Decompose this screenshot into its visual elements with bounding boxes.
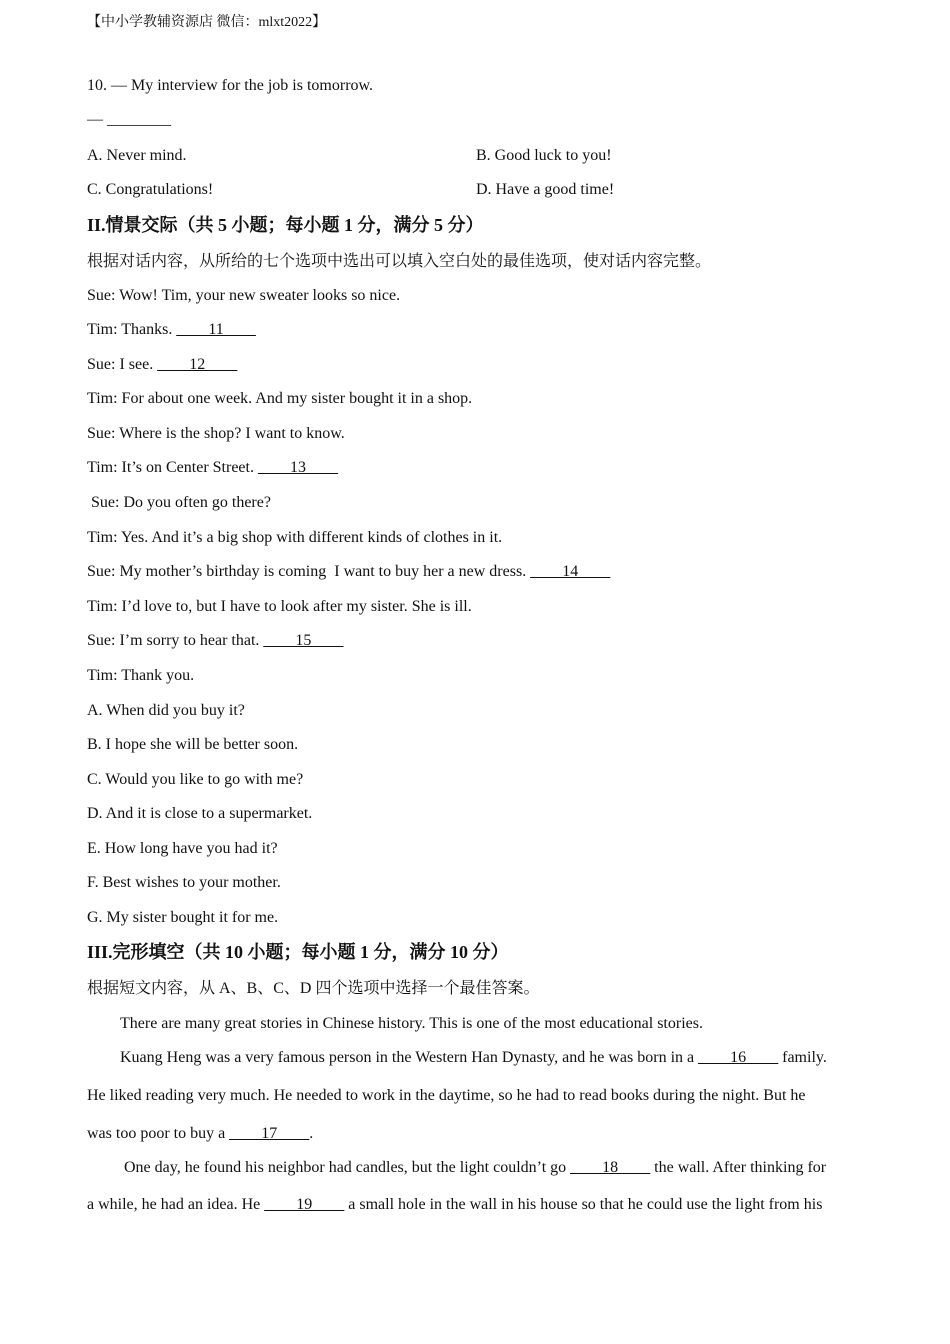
dialog-line: Tim: I’d love to, but I have to look after my sister. She is ill. [87, 598, 472, 615]
blank-19: ____19____ [264, 1196, 345, 1213]
passage-paragraph-1: There are many great stories in Chinese history. This is one of the most educational stories. [120, 1015, 703, 1032]
dialog-line: Sue: Where is the shop? I want to know. [87, 425, 345, 442]
q10-option-c: C. Congratulations! [87, 181, 214, 198]
q10-stem: 10. — My interview for the job is tomorrow. [87, 77, 374, 94]
passage-paragraph-3-line-2: a while, he had an idea. He ____19____ a small hole in the wall in his house so that he could use the light from his [87, 1196, 823, 1213]
dialog-line: Tim: Yes. And it’s a big shop with different kinds of clothes in it. [87, 529, 503, 546]
option-d: D. And it is close to a supermarket. [87, 805, 313, 822]
dialog-line: Tim: Thank you. [87, 667, 195, 684]
passage-paragraph-2-line-1: Kuang Heng was a very famous person in the Western Han Dynasty, and he was born in a ____16____ family. [120, 1049, 827, 1066]
q10-option-a: A. Never mind. [87, 147, 187, 164]
passage-paragraph-3-line-1: One day, he found his neighbor had candles, but the light couldn’t go ____18____ the wall. After thinking for [120, 1159, 827, 1176]
option-b: B. I hope she will be better soon. [87, 736, 299, 753]
blank-17: ____17____ [229, 1125, 310, 1142]
dialog-line: Sue: I see. ____12____ [87, 356, 238, 373]
dialog-line: Tim: Thanks. ____11____ [87, 321, 256, 338]
dialog-line: Tim: For about one week. And my sister bought it in a shop. [87, 390, 473, 407]
section-3-title: III.完形填空（共 10 小题；每小题 1 分，满分 10 分） [87, 942, 509, 962]
q10-reply: — ________ [87, 111, 171, 128]
option-g: G. My sister bought it for me. [87, 909, 279, 926]
dialog-line: Sue: Do you often go there? [87, 494, 271, 511]
blank-18: ____18____ [570, 1159, 651, 1176]
q10-option-b: B. Good luck to you! [476, 147, 612, 164]
section-2-title: II.情景交际（共 5 小题；每小题 1 分，满分 5 分） [87, 215, 484, 235]
dialog-line: Sue: I’m sorry to hear that. ____15____ [87, 632, 344, 649]
option-f: F. Best wishes to your mother. [87, 874, 281, 891]
blank-11: ____11____ [176, 321, 256, 338]
passage-paragraph-2-line-2: He liked reading very much. He needed to work in the daytime, so he had to read books during the night. But he [87, 1087, 806, 1104]
section-3-instruction: 根据短文内容，从 A、B、C、D 四个选项中选择一个最佳答案。 [87, 980, 540, 997]
q10-option-d: D. Have a good time! [476, 181, 615, 198]
dialog-line: Sue: My mother’s birthday is coming I want to buy her a new dress. ____14____ [87, 563, 611, 580]
blank-15: ____15____ [263, 632, 344, 649]
blank-14: ____14____ [530, 563, 611, 580]
dialog-line: Tim: It’s on Center Street. ____13____ [87, 459, 338, 476]
blank-13: ____13____ [257, 459, 338, 476]
option-a: A. When did you buy it? [87, 702, 245, 719]
blank-12: ____12____ [157, 356, 238, 373]
watermark-header: 【中小学教辅资源店 微信：mlxt2022】 [87, 15, 327, 30]
section-2-instruction: 根据对话内容，从所给的七个选项中选出可以填入空白处的最佳选项，使对话内容完整。 [87, 253, 712, 270]
passage-paragraph-2-line-3: was too poor to buy a ____17____. [87, 1125, 314, 1142]
option-c: C. Would you like to go with me? [87, 771, 304, 788]
blank-16: ____16____ [698, 1049, 779, 1066]
dialog-line: Sue: Wow! Tim, your new sweater looks so nice. [87, 287, 401, 304]
option-e: E. How long have you had it? [87, 840, 278, 857]
